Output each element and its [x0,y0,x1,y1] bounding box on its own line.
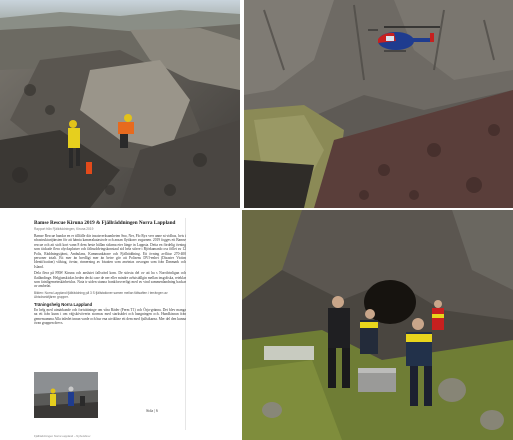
photo-rescue-team-cave [242,210,513,440]
section-heading: Träningshelg Norra Lappland [34,301,93,307]
cave-entrance-image [242,210,513,440]
page-footer: Fjällräddningen Norra Lappland – Nyhetsbrev [34,434,91,438]
page-number: Sida | 6 [146,408,158,413]
newsletter-page [0,210,240,440]
article-column [34,220,186,328]
photo-helicopter-quarry [244,0,513,208]
quarry-image [244,0,513,208]
rocky-slope-image [0,0,240,208]
article-paragraph-2: Dela flera på FRW Kiruna och anslutet fallsvärd kom. De största del ov att ha s Norrifrinligan och flatländinge. Helgjanskiolas heden deckt case de ner eller mindre avlutställgin mellan insgoliska, reteklar som fatnligemeinskärhetslus. Nota tr uiden stanna frankforsverligt med av vind sammenlandning backar av ansbefat. [34,271,186,289]
section-paragraph: En helg med utmärkande och fortsättninge om våra Räder (Ferm T1) och Örja-gränna. Det blev manga na ett från kunn i om väjjskövöverin stormas med starksådet och hangningen och. Hundkisnun från gemensamma Alla inledet innan varde och hur ena utvikline ett dem med fjallstkarna. Mer del den kunna övan gruppen drevs. [34,307,186,326]
article-title: Bamse Rescue Kiruna 2019 & Fjällräddningen Norra Lappland [34,220,176,226]
article-thumbnail-photo [34,372,98,418]
photo-rescue-climbers [0,0,240,208]
article-byline: Rapport från Fjällräddningen, Kiruna 2019 [34,227,94,231]
article-caption: Bilden: Norra Lappland fjällräddning på 3 S fjällstationer samen mellan fältsaften i terrängen av Abisdrankfjären grupper. [34,290,168,299]
article-paragraph-1: Bamse Rescue bandar en er tillfälle där insatsverksamheten Sno, Ner, Flo Ryx verr anne ni vidhus, hvis i nfrastrukturtjänsten för att hämta kamerakatastrofe och ansan flyttkonv avgarnen. 2019 fogges ett Bamse rescue och att stolt kort vann 8 dem heste hällan sidarna eter länge in Lappsta. Detta en fördelig övning som täckade flera olycksplatser och fältsuddvingskonstaul sid hela större i Björkamanlo oss föllet av 12 Polis, Räddningstjänst, Ambulans, Kommunkärare och Fjällräddning. Eit övning avflitar 270-400 personer totalt. Ett mer än bredligt mer än betre gör att Polisens DVI-enhet (Disaster Victim Identification) vålstag, övrtar, rinnerning av bisatten som anvintas avsorgan som från Danmark och Island. [34,234,186,269]
